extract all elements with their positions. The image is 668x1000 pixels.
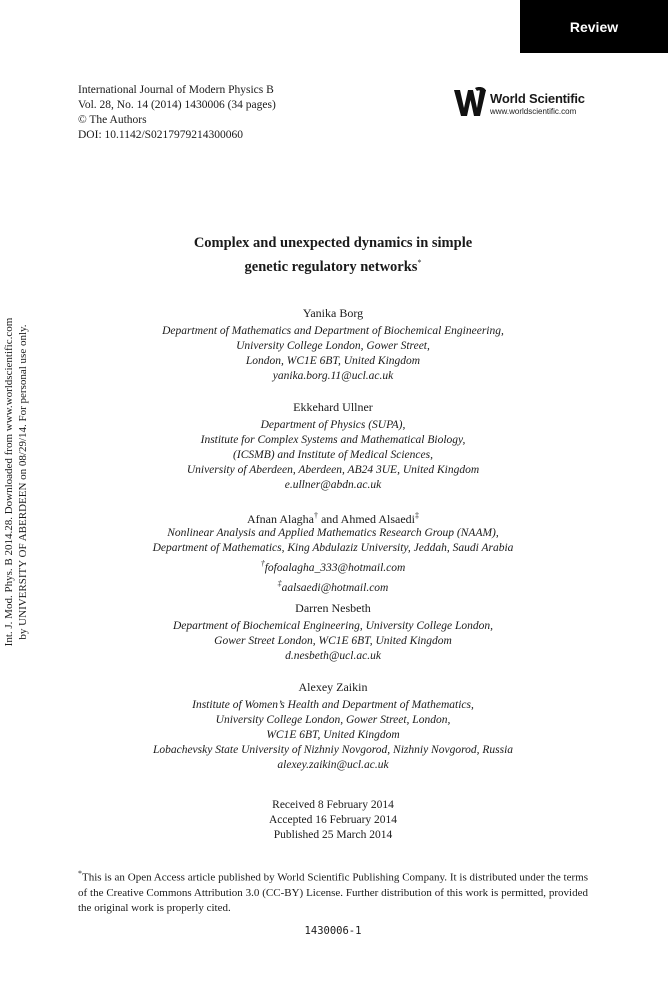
download-watermark (2, 292, 32, 672)
author-email: yanika.borg.11@ucl.ac.uk (272, 370, 394, 382)
title-footnote-mark: * (417, 258, 422, 267)
author-email: ‡aalsaedi@hotmail.com (277, 578, 389, 594)
author-name: Yanika Borg (302, 306, 364, 320)
footnote-mark: * (78, 869, 82, 878)
journal-name: International Journal of Modern Physics B (78, 84, 274, 96)
author-email: †fofoalagha_333@hotmail.com (260, 559, 406, 574)
author-email: d.nesbeth@ucl.ac.uk (285, 650, 381, 662)
page-number: 1430006-1 (304, 925, 362, 937)
author-names: Afnan Alagha† and Ahmed Alsaedi‡ (247, 511, 419, 526)
journal-doi: DOI: 10.1142/S0217979214300060 (78, 129, 244, 141)
publisher-name: World Scientific (490, 91, 585, 106)
received-date: Received 8 February 2014 (272, 799, 394, 811)
download-watermark-line1: Int. J. Mod. Phys. B 2014.28. Downloaded from www.worldscientific.com (3, 317, 15, 647)
author-name: Ekkehard Ullner (293, 400, 373, 414)
author-affiliation: Nonlinear Analysis and Applied Mathematics Research Group (NAAM), Department of Mathematics, King Abdulaziz University, Jeddah, Saudi Arabia †fofoalagha_333@hotmail.com ‡aalsaedi@hotmail.com (78, 526, 588, 596)
author-affiliation: Department of Biochemical Engineering, University College London, Gower Street London, WC1E 6BT, United Kingdom d.nesbeth@ucl.ac.uk (78, 619, 588, 664)
journal-copyright: © The Authors (78, 114, 147, 126)
author-email: alexey.zaikin@ucl.ac.uk (277, 759, 389, 771)
title-line2: genetic regulatory networks* (244, 258, 422, 275)
author-name: Darren Nesbeth (295, 601, 371, 615)
publisher-url: www.worldscientific.com (490, 107, 577, 116)
world-scientific-logo-icon (453, 86, 487, 120)
author-affiliation: Department of Mathematics and Department of Biochemical Engineering, University College London, Gower Street, London, WC1E 6BT, United Kingdom yanika.borg.11@ucl.ac.uk (78, 324, 588, 384)
author-affiliation: Department of Physics (SUPA), Institute for Complex Systems and Mathematical Biology, (ICSMB) and Institute of Medical Sciences, University of Aberdeen, Aberdeen, AB24 3UE, United Kingdom e.ullner@abdn.ac.uk (78, 418, 588, 493)
journal-info (78, 83, 276, 143)
open-access-footnote (78, 866, 588, 916)
author-email: e.ullner@abdn.ac.uk (284, 479, 382, 491)
journal-volume: Vol. 28, No. 14 (2014) 1430006 (34 pages) (78, 99, 276, 111)
author-name: Alexey Zaikin (298, 680, 368, 694)
published-date: Published 25 March 2014 (273, 829, 393, 841)
accepted-date: Accepted 16 February 2014 (268, 814, 398, 826)
publisher-logo (453, 86, 593, 122)
paper-title (78, 234, 588, 277)
review-tab[interactable]: Review (520, 0, 668, 53)
footnote-text: This is an Open Access article published by World Scientific Publishing Company. It is distributed under the terms of the Creative Commons Attribution 3.0 (CC-BY) License. Further distribution of this work is permitted, provided the original work is properly cited. (78, 871, 588, 914)
author-affiliation: Institute of Women’s Health and Department of Mathematics, University College London, Gower Street, London, WC1E 6BT, United Kingdom Lobachevsky State University of Nizhniy Novgorod, Nizhniy Novgorod, Russia alexey.zaikin@ucl.ac.uk (78, 698, 588, 773)
title-line1: Complex and unexpected dynamics in simple (193, 235, 473, 251)
publication-dates (78, 798, 588, 843)
download-watermark-line2: by UNIVERSITY OF ABERDEEN on 08/29/14. For personal use only. (17, 324, 29, 640)
